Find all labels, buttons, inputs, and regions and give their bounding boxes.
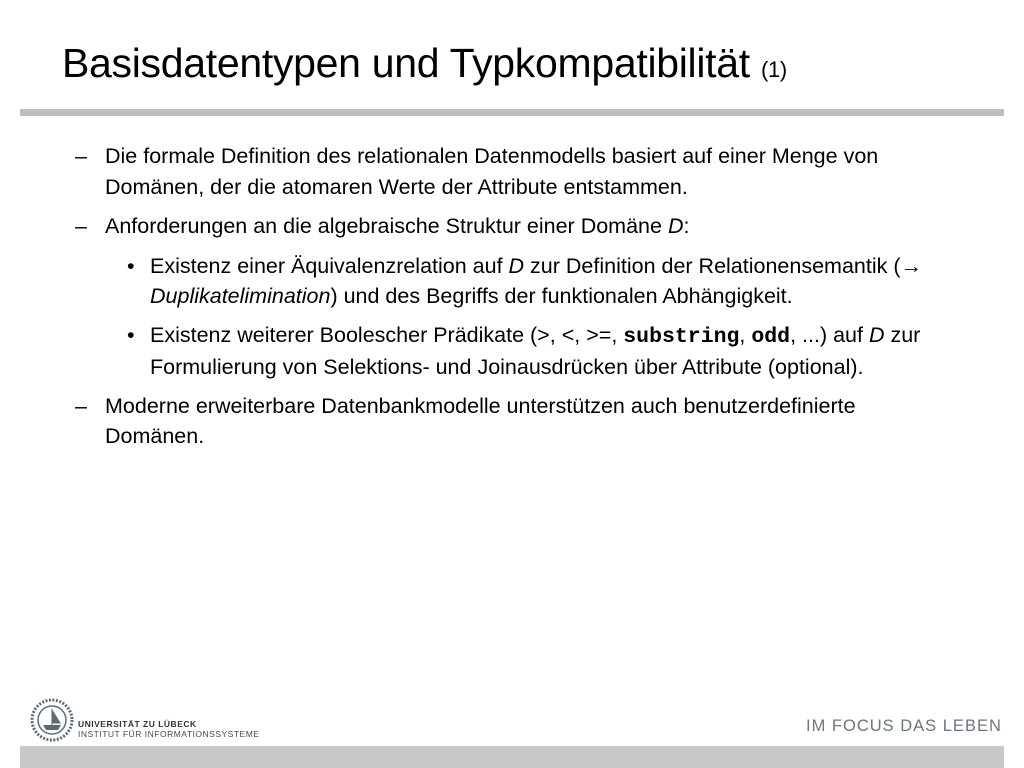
university-seal-icon [30, 695, 74, 745]
slide-body [0, 141, 1024, 461]
code-odd: odd [751, 324, 791, 349]
sub-bullet-1 [0, 251, 1024, 312]
footer-bar [20, 746, 1004, 768]
bullet-text: Die formale Definition des relationalen Datenmodells basiert auf einer Menge von Domänen, der die atomaren Werte der Attribute entstammen. [105, 144, 879, 199]
dash-marker: – [75, 393, 87, 418]
university-name: UNIVERSITÄT ZU LÜBECK [78, 719, 197, 729]
sub-italic-term: Duplikatelimination [150, 284, 331, 308]
code-substring: substring [623, 324, 740, 349]
bullet-text: Moderne erweiterbare Datenbankmodelle unterstützen auch benutzerdefinierte Domänen. [105, 393, 856, 448]
dash-marker: – [75, 214, 87, 238]
separator: , [611, 322, 624, 347]
domain-variable: D [508, 253, 525, 278]
slide-title-text: Basisdatentypen und Typkompatibilität [62, 40, 750, 86]
sub-text-b: , ...) auf [790, 322, 869, 347]
bullet-item-1 [0, 141, 1024, 202]
operator-gt: > [537, 322, 550, 347]
slide-title-number: (1) [760, 57, 787, 82]
operator-ge: >= [586, 322, 612, 347]
sub-text-c: zur Formulierung von Selektions- und Joinausdrücken über Attribute (optional). [150, 322, 921, 379]
domain-variable: D [868, 322, 885, 347]
sub-text-a: Existenz weiterer Boolescher Prädikate ( [150, 322, 538, 347]
sub-text-a: Existenz einer Äquivalenzrelation auf [150, 253, 509, 278]
bullet-item-3 [0, 391, 1024, 452]
university-name-block [78, 719, 259, 739]
institute-name: INSTITUT FÜR INFORMATIONSSYSTEME [78, 729, 260, 739]
separator: , [739, 322, 752, 347]
domain-variable: D [667, 214, 684, 238]
bullet-dot-marker: • [127, 322, 135, 347]
separator: , [574, 322, 587, 347]
title-divider [20, 109, 1004, 116]
right-arrow-icon: → [900, 253, 923, 278]
bullet-text-colon: : [683, 214, 690, 238]
operator-lt: < [561, 322, 575, 347]
bullet-text: Anforderungen an die algebraische Struktur einer Domäne [105, 214, 668, 238]
separator: , [549, 322, 562, 347]
sub-bullet-2 [0, 320, 1024, 383]
bullet-item-2 [0, 211, 1024, 242]
footer-tagline: IM FOCUS DAS LEBEN [806, 717, 1002, 735]
sub-text-b: zur Definition der Relationensemantik ( [524, 253, 901, 278]
bullet-dot-marker: • [127, 253, 135, 278]
sub-text-c: ) und des Begriffs der funktionalen Abhängigkeit. [330, 284, 793, 308]
slide-title [62, 40, 787, 87]
dash-marker: – [75, 144, 87, 168]
